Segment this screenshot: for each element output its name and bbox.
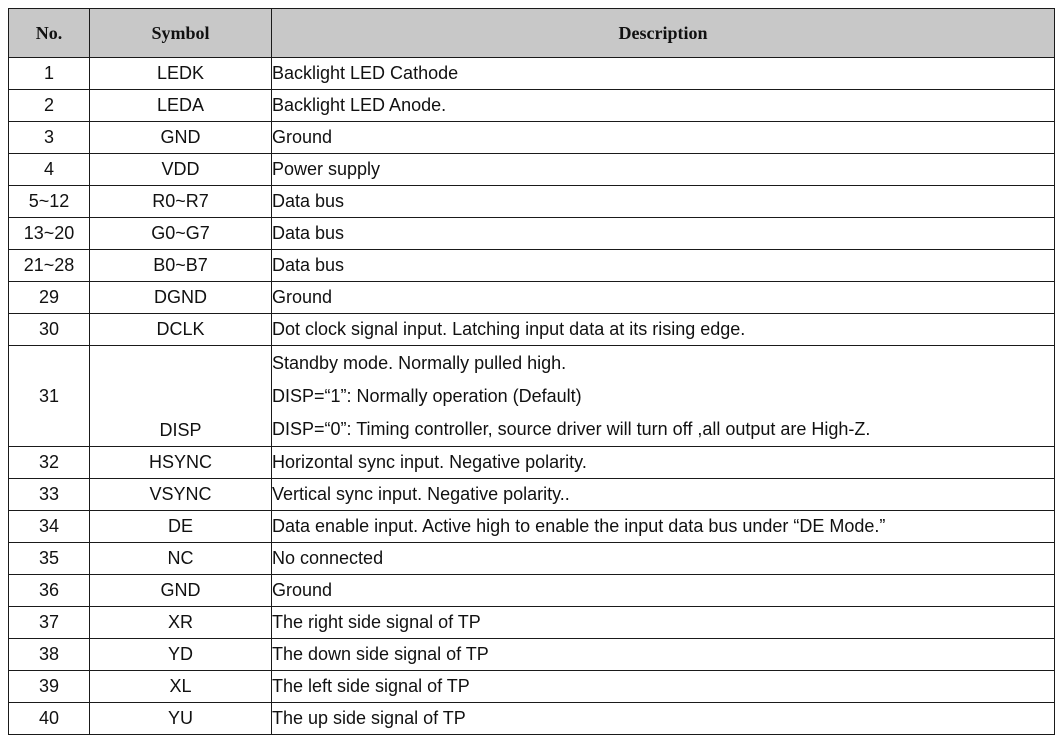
table-row (9, 58, 1055, 90)
table-row (9, 575, 1055, 607)
pin-symbol: YU (90, 703, 272, 735)
pin-number: 3 (9, 122, 90, 154)
table-row (9, 218, 1055, 250)
pin-description: Backlight LED Cathode (272, 58, 1055, 90)
pin-symbol: B0~B7 (90, 250, 272, 282)
table-row (9, 607, 1055, 639)
pin-number: 21~28 (9, 250, 90, 282)
pin-description: Data bus (272, 250, 1055, 282)
description-line: DISP=“0”: Timing controller, source driver will turn off ,all output are High-Z. (272, 419, 871, 439)
table-header-row (9, 9, 1055, 58)
pin-description: The down side signal of TP (272, 639, 1055, 671)
pin-description: Data enable input. Active high to enable the input data bus under “DE Mode.” (272, 511, 1055, 543)
header-no: No. (9, 9, 90, 58)
header-description: Description (272, 9, 1055, 58)
pin-symbol: YD (90, 639, 272, 671)
pin-symbol: DCLK (90, 314, 272, 346)
table-row (9, 122, 1055, 154)
pin-symbol: XR (90, 607, 272, 639)
pin-description: Ground (272, 282, 1055, 314)
table-row (9, 282, 1055, 314)
table-row (9, 186, 1055, 218)
pin-number: 32 (9, 447, 90, 479)
table-row (9, 703, 1055, 735)
pin-number: 29 (9, 282, 90, 314)
pin-number: 34 (9, 511, 90, 543)
table-row (9, 639, 1055, 671)
table-row (9, 154, 1055, 186)
pin-description: Data bus (272, 186, 1055, 218)
pin-description: Vertical sync input. Negative polarity.. (272, 479, 1055, 511)
pin-description: The right side signal of TP (272, 607, 1055, 639)
pin-symbol: LEDA (90, 90, 272, 122)
table-row (9, 479, 1055, 511)
table-row (9, 511, 1055, 543)
pin-number: 5~12 (9, 186, 90, 218)
pin-description: Backlight LED Anode. (272, 90, 1055, 122)
pin-number: 2 (9, 90, 90, 122)
description-line: Standby mode. Normally pulled high. (272, 353, 567, 373)
pin-description: Data bus (272, 218, 1055, 250)
pin-symbol: LEDK (90, 58, 272, 90)
pin-description: Ground (272, 122, 1055, 154)
pin-description: Dot clock signal input. Latching input data at its rising edge. (272, 314, 1055, 346)
pin-number: 31 (9, 346, 90, 447)
pin-number: 1 (9, 58, 90, 90)
pin-symbol: GND (90, 575, 272, 607)
pin-number: 40 (9, 703, 90, 735)
pin-description: Horizontal sync input. Negative polarity. (272, 447, 1055, 479)
pin-symbol: DGND (90, 282, 272, 314)
pin-description: The up side signal of TP (272, 703, 1055, 735)
pin-description: The left side signal of TP (272, 671, 1055, 703)
pin-number: 39 (9, 671, 90, 703)
pin-number: 37 (9, 607, 90, 639)
pin-symbol: XL (90, 671, 272, 703)
pin-symbol: HSYNC (90, 447, 272, 479)
pin-symbol: VDD (90, 154, 272, 186)
pin-number: 35 (9, 543, 90, 575)
pin-description (272, 346, 1055, 447)
pin-description: Ground (272, 575, 1055, 607)
table-row (9, 90, 1055, 122)
pin-symbol: DISP (90, 346, 272, 447)
pin-symbol: NC (90, 543, 272, 575)
header-symbol: Symbol (90, 9, 272, 58)
table-row (9, 671, 1055, 703)
pin-number: 33 (9, 479, 90, 511)
pin-number: 30 (9, 314, 90, 346)
pin-description: Power supply (272, 154, 1055, 186)
table-row (9, 314, 1055, 346)
pin-number: 38 (9, 639, 90, 671)
pin-description: No connected (272, 543, 1055, 575)
description-line: DISP=“1”: Normally operation (Default) (272, 386, 582, 406)
table-row (9, 346, 1055, 447)
pin-assignment-table (8, 8, 1055, 735)
pin-number: 4 (9, 154, 90, 186)
pin-symbol: DE (90, 511, 272, 543)
pin-symbol: VSYNC (90, 479, 272, 511)
pin-number: 13~20 (9, 218, 90, 250)
pin-symbol: R0~R7 (90, 186, 272, 218)
pin-symbol: G0~G7 (90, 218, 272, 250)
pin-number: 36 (9, 575, 90, 607)
table-row (9, 543, 1055, 575)
table-row (9, 447, 1055, 479)
pin-symbol: GND (90, 122, 272, 154)
table-row (9, 250, 1055, 282)
